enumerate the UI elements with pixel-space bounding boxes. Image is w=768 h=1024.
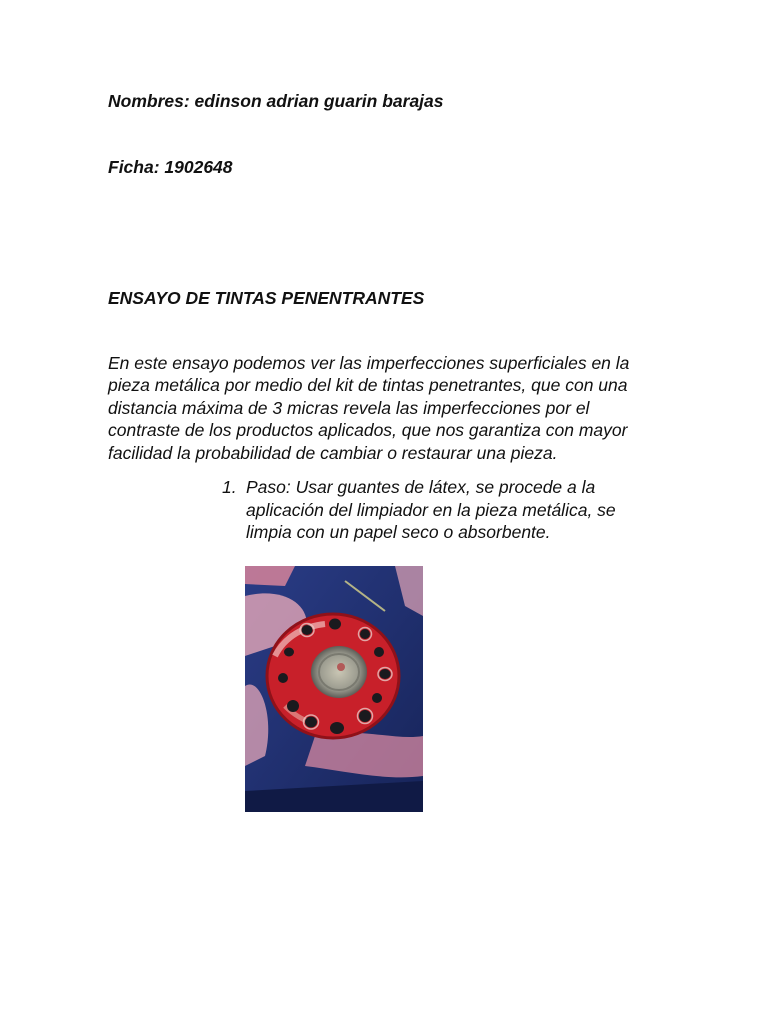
step-number: 1. — [222, 477, 237, 497]
step-line: aplicación del limpiador en la pieza metálica, se — [246, 499, 616, 520]
intro-line: En este ensayo podemos ver las imperfecciones superficiales en la — [108, 353, 630, 373]
intro-line: distancia máxima de 3 micras revela las imperfecciones por el — [108, 397, 590, 418]
step-text — [246, 476, 616, 544]
flange-photo — [245, 566, 423, 812]
flange-photo-image — [245, 566, 423, 812]
student-names: Nombres: edinson adrian guarin barajas — [108, 91, 444, 111]
intro-line: contraste de los productos aplicados, que nos garantiza con mayor — [108, 420, 628, 441]
step-line: Paso: Usar guantes de látex, se procede a la — [246, 477, 596, 497]
intro-line: pieza metálica por medio del kit de tintas penetrantes, que con una — [108, 375, 628, 396]
intro-line: facilidad la probabilidad de cambiar o restaurar una pieza. — [108, 442, 558, 463]
step-line: limpia con un papel seco o absorbente. — [246, 522, 551, 543]
document-title: ENSAYO DE TINTAS PENENTRANTES — [108, 288, 425, 308]
intro-paragraph — [108, 352, 668, 464]
ficha-number: Ficha: 1902648 — [108, 157, 233, 177]
